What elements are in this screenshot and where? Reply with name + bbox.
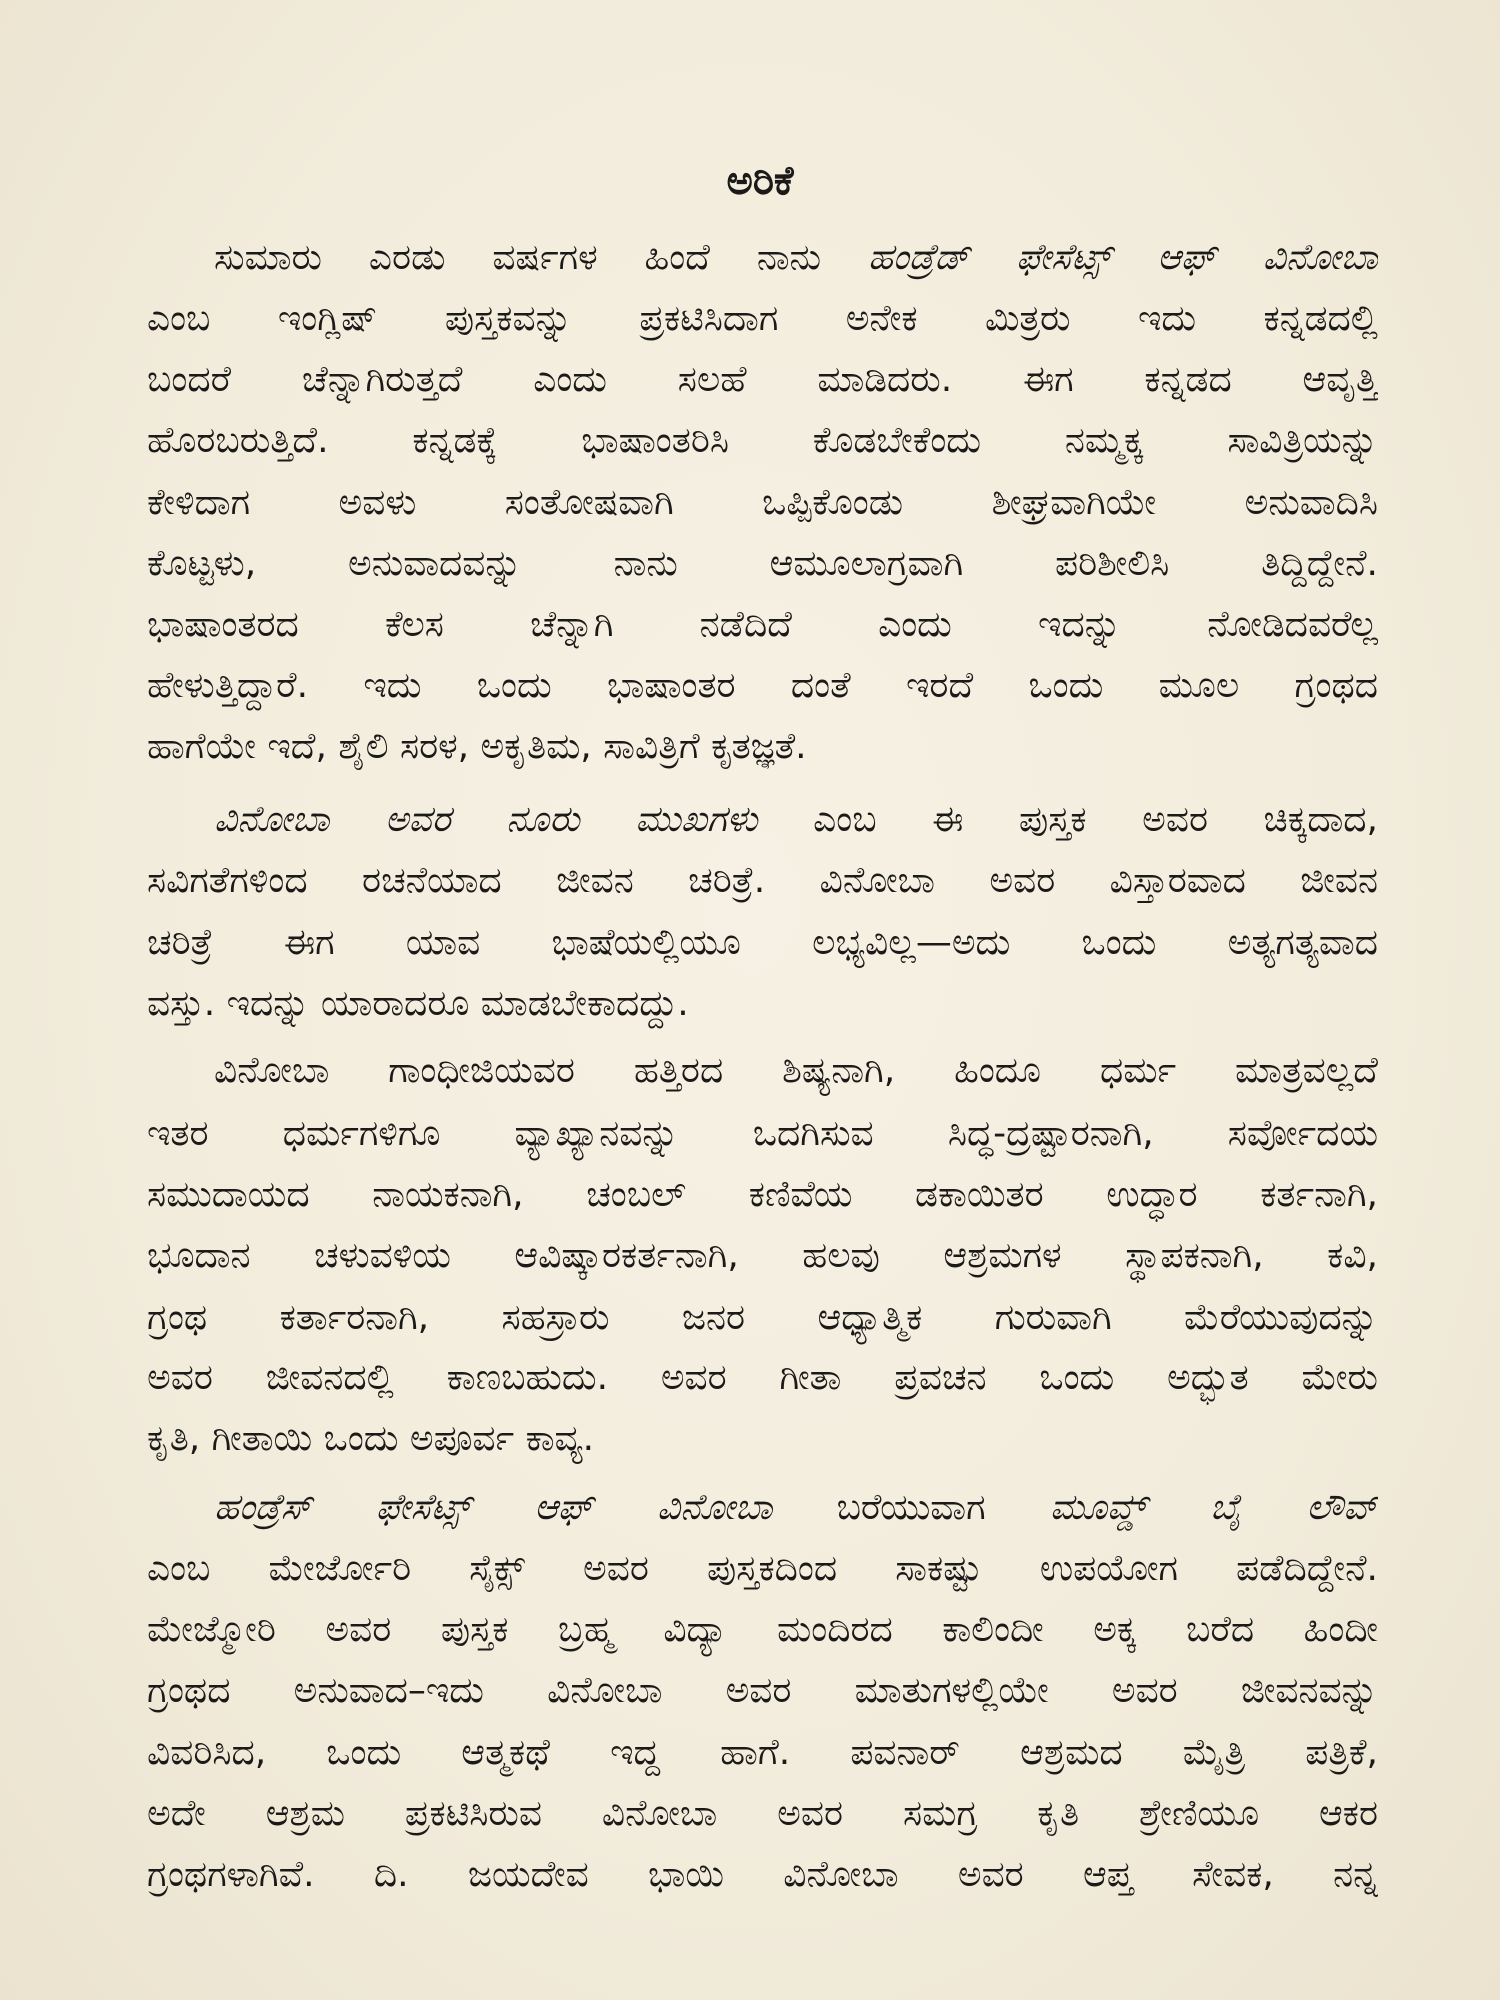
text-line	[147, 350, 1378, 410]
line-text: ಗ್ರಂಥ ಕರ್ತಾರನಾಗಿ, ಸಹಸ್ರಾರು ಜನರ ಆಧ್ಯಾತ್ಮಿಕ ಗುರುವಾಗಿ ಮೆರೆಯುವುದನ್ನು	[147, 1297, 1378, 1338]
text-line	[147, 1165, 1378, 1225]
line-text: ವಿನೋಬಾ ಗಾಂಧೀಜಿಯವರ ಹತ್ತಿರದ ಶಿಷ್ಯನಾಗಿ, ಹಿಂದೂ ಧರ್ಮ ಮಾತ್ರವಲ್ಲದೆ	[214, 1050, 1378, 1091]
line-text: ಎಂಬ ಮೇರ್ಜೋರಿ ಸೈಕ್ಸ್ ಅವರ ಪುಸ್ತಕದಿಂದ ಸಾಕಷ್ಟು ಉಪಯೋಗ ಪಡೆದಿದ್ದೇನೆ.	[147, 1548, 1378, 1589]
text-line	[147, 411, 1378, 471]
text-line	[147, 974, 1378, 1034]
text-line	[147, 1104, 1378, 1164]
italic-book-title: ಮೂವ್ಡ್ ಬೈ ಲೌವ್	[1049, 1487, 1378, 1528]
line-text: ಎಂಬ ಇಂಗ್ಲಿಷ್ ಪುಸ್ತಕವನ್ನು ಪ್ರಕಟಿಸಿದಾಗ ಅನೇಕ ಮಿತ್ರರು ಇದು ಕನ್ನಡದಲ್ಲಿ	[147, 298, 1378, 339]
line-text: ವಸ್ತು. ಇದನ್ನು ಯಾರಾದರೂ ಮಾಡಬೇಕಾದದ್ದು.	[147, 983, 689, 1024]
line-text: ಸಮುದಾಯದ ನಾಯಕನಾಗಿ, ಚಂಬಲ್ ಕಣಿವೆಯ ಡಕಾಯಿತರ ಉದ್ಧಾರ ಕರ್ತನಾಗಿ,	[147, 1174, 1378, 1215]
line-text: ಗ್ರಂಥಗಳಾಗಿವೆ. ದಿ. ಜಯದೇವ ಭಾಯಿ ವಿನೋಬಾ ಅವರ ಆಪ್ತ ಸೇವಕ, ನನ್ನ	[147, 1854, 1378, 1895]
text-line	[147, 473, 1378, 533]
text-line	[147, 1226, 1378, 1286]
text-line	[147, 1723, 1378, 1783]
line-text: ಕೇಳಿದಾಗ ಅವಳು ಸಂತೋಷವಾಗಿ ಒಪ್ಪಿಕೊಂಡು ಶೀಘ್ರವಾಗಿಯೇ ಅನುವಾದಿಸಿ	[147, 482, 1378, 523]
line-text: ಬರೆಯುವಾಗ	[836, 1487, 986, 1528]
text-line	[147, 1600, 1378, 1660]
line-text: ವಿವರಿಸಿದ, ಒಂದು ಆತ್ಮಕಥೆ ಇದ್ದ ಹಾಗೆ. ಪವನಾರ್ ಆಶ್ರಮದ ಮೈತ್ರಿ ಪತ್ರಿಕೆ,	[147, 1732, 1378, 1773]
line-text: ಬಂದರೆ ಚೆನ್ನಾಗಿರುತ್ತದೆ ಎಂದು ಸಲಹೆ ಮಾಡಿದರು. ಈಗ ಕನ್ನಡದ ಆವೃತ್ತಿ	[147, 359, 1378, 400]
text-line	[147, 913, 1378, 973]
line-text: ಹೊರಬರುತ್ತಿದೆ. ಕನ್ನಡಕ್ಕೆ ಭಾಷಾಂತರಿಸಿ ಕೊಡಬೇಕೆಂದು ನಮ್ಮಕ್ಕ ಸಾವಿತ್ರಿಯನ್ನು	[147, 420, 1378, 461]
line-text: ಮೇಜ್ಮೋರಿ ಅವರ ಪುಸ್ತಕ ಬ್ರಹ್ಮ ವಿದ್ಯಾ ಮಂದಿರದ ಕಾಲಿಂದೀ ಅಕ್ಕ ಬರೆದ ಹಿಂದೀ	[147, 1609, 1378, 1650]
line-text: ಭಾಷಾಂತರದ ಕೆಲಸ ಚೆನ್ನಾಗಿ ನಡೆದಿದೆ ಎಂದು ಇದನ್ನು ನೋಡಿದವರೆಲ್ಲ	[147, 604, 1378, 645]
text-line	[147, 1288, 1378, 1348]
line-text: ಅದೇ ಆಶ್ರಮ ಪ್ರಕಟಿಸಿರುವ ವಿನೋಬಾ ಅವರ ಸಮಗ್ರ ಕೃತಿ ಶ್ರೇಣಿಯೂ ಆಕರ	[147, 1793, 1378, 1834]
text-line	[147, 289, 1378, 349]
line-text: ಭೂದಾನ ಚಳುವಳಿಯ ಆವಿಷ್ಕಾರಕರ್ತನಾಗಿ, ಹಲವು ಆಶ್ರಮಗಳ ಸ್ಥಾಪಕನಾಗಿ, ಕವಿ,	[147, 1235, 1378, 1276]
text-line	[147, 1661, 1378, 1721]
text-line	[214, 228, 1378, 288]
page-title: ಅರಿಕೆ	[726, 158, 794, 204]
text-line	[214, 790, 1378, 850]
text-line	[147, 595, 1378, 655]
line-text: ಸುಮಾರು ಎರಡು ವರ್ಷಗಳ ಹಿಂದೆ ನಾನು	[214, 237, 822, 278]
text-line	[147, 1409, 1378, 1469]
text-line	[147, 1845, 1378, 1905]
text-line	[147, 1784, 1378, 1844]
line-text: ಎಂಬ ಈ ಪುಸ್ತಕ ಅವರ ಚಿಕ್ಕದಾದ,	[813, 799, 1378, 840]
text-line	[147, 717, 1378, 777]
italic-book-title: ಹಂಡ್ರೆಸ್ ಫೇಸೆಟ್ಸ್ ಆಫ್ ವಿನೋಬಾ	[214, 1487, 773, 1528]
line-text: ಕೊಟ್ಟಳು, ಅನುವಾದವನ್ನು ನಾನು ಆಮೂಲಾಗ್ರವಾಗಿ ಪರಿಶೀಲಿಸಿ ತಿದ್ದಿದ್ದೇನೆ.	[147, 543, 1378, 584]
text-line	[214, 1478, 1378, 1538]
line-text: ಸವಿಗತೆಗಳಿಂದ ರಚನೆಯಾದ ಜೀವನ ಚರಿತ್ರೆ. ವಿನೋಬಾ ಅವರ ವಿಸ್ತಾರವಾದ ಜೀವನ	[147, 860, 1378, 901]
line-text: ಕೃತಿ, ಗೀತಾಯಿ ಒಂದು ಅಪೂರ್ವ ಕಾವ್ಯ.	[147, 1418, 595, 1459]
line-text: ಚರಿತ್ರೆ ಈಗ ಯಾವ ಭಾಷೆಯಲ್ಲಿಯೂ ಲಭ್ಯವಿಲ್ಲ—ಅದು ಒಂದು ಅತ್ಯಗತ್ಯವಾದ	[147, 922, 1378, 963]
italic-book-title: ಹಂಡ್ರೆಡ್ ಫೇಸೆಟ್ಸ್ ಆಫ್ ವಿನೋಬಾ	[867, 237, 1378, 278]
text-line	[147, 656, 1378, 716]
text-line	[147, 1539, 1378, 1599]
line-text: ಹಾಗೆಯೇ ಇದೆ, ಶೈಲಿ ಸರಳ, ಅಕೃತಿಮ, ಸಾವಿತ್ರಿಗೆ ಕೃತಜ್ಞತೆ.	[147, 726, 807, 767]
text-line	[214, 1041, 1378, 1101]
line-text: ಹೇಳುತ್ತಿದ್ದಾರೆ. ಇದು ಒಂದು ಭಾಷಾಂತರ ದಂತೆ ಇರದೆ ಒಂದು ಮೂಲ ಗ್ರಂಥದ	[147, 665, 1378, 706]
text-line	[147, 1348, 1378, 1408]
text-line	[147, 534, 1378, 594]
line-text: ಇತರ ಧರ್ಮಗಳಿಗೂ ವ್ಯಾಖ್ಯಾನವನ್ನು ಒದಗಿಸುವ ಸಿದ್ಧ-ದ್ರಷ್ಟಾರನಾಗಿ, ಸರ್ವೋದಯ	[147, 1113, 1378, 1154]
line-text: ಅವರ ಜೀವನದಲ್ಲಿ ಕಾಣಬಹುದು. ಅವರ ಗೀತಾ ಪ್ರವಚನ ಒಂದು ಅದ್ಭುತ ಮೇರು	[147, 1357, 1378, 1398]
italic-book-title: ವಿನೋಬಾ ಅವರ ನೂರು ಮುಖಗಳು	[214, 799, 758, 840]
line-text: ಗ್ರಂಥದ ಅನುವಾದ–ಇದು ವಿನೋಬಾ ಅವರ ಮಾತುಗಳಲ್ಲಿಯೇ ಅವರ ಜೀವನವನ್ನು	[147, 1670, 1378, 1711]
text-line	[147, 851, 1378, 911]
